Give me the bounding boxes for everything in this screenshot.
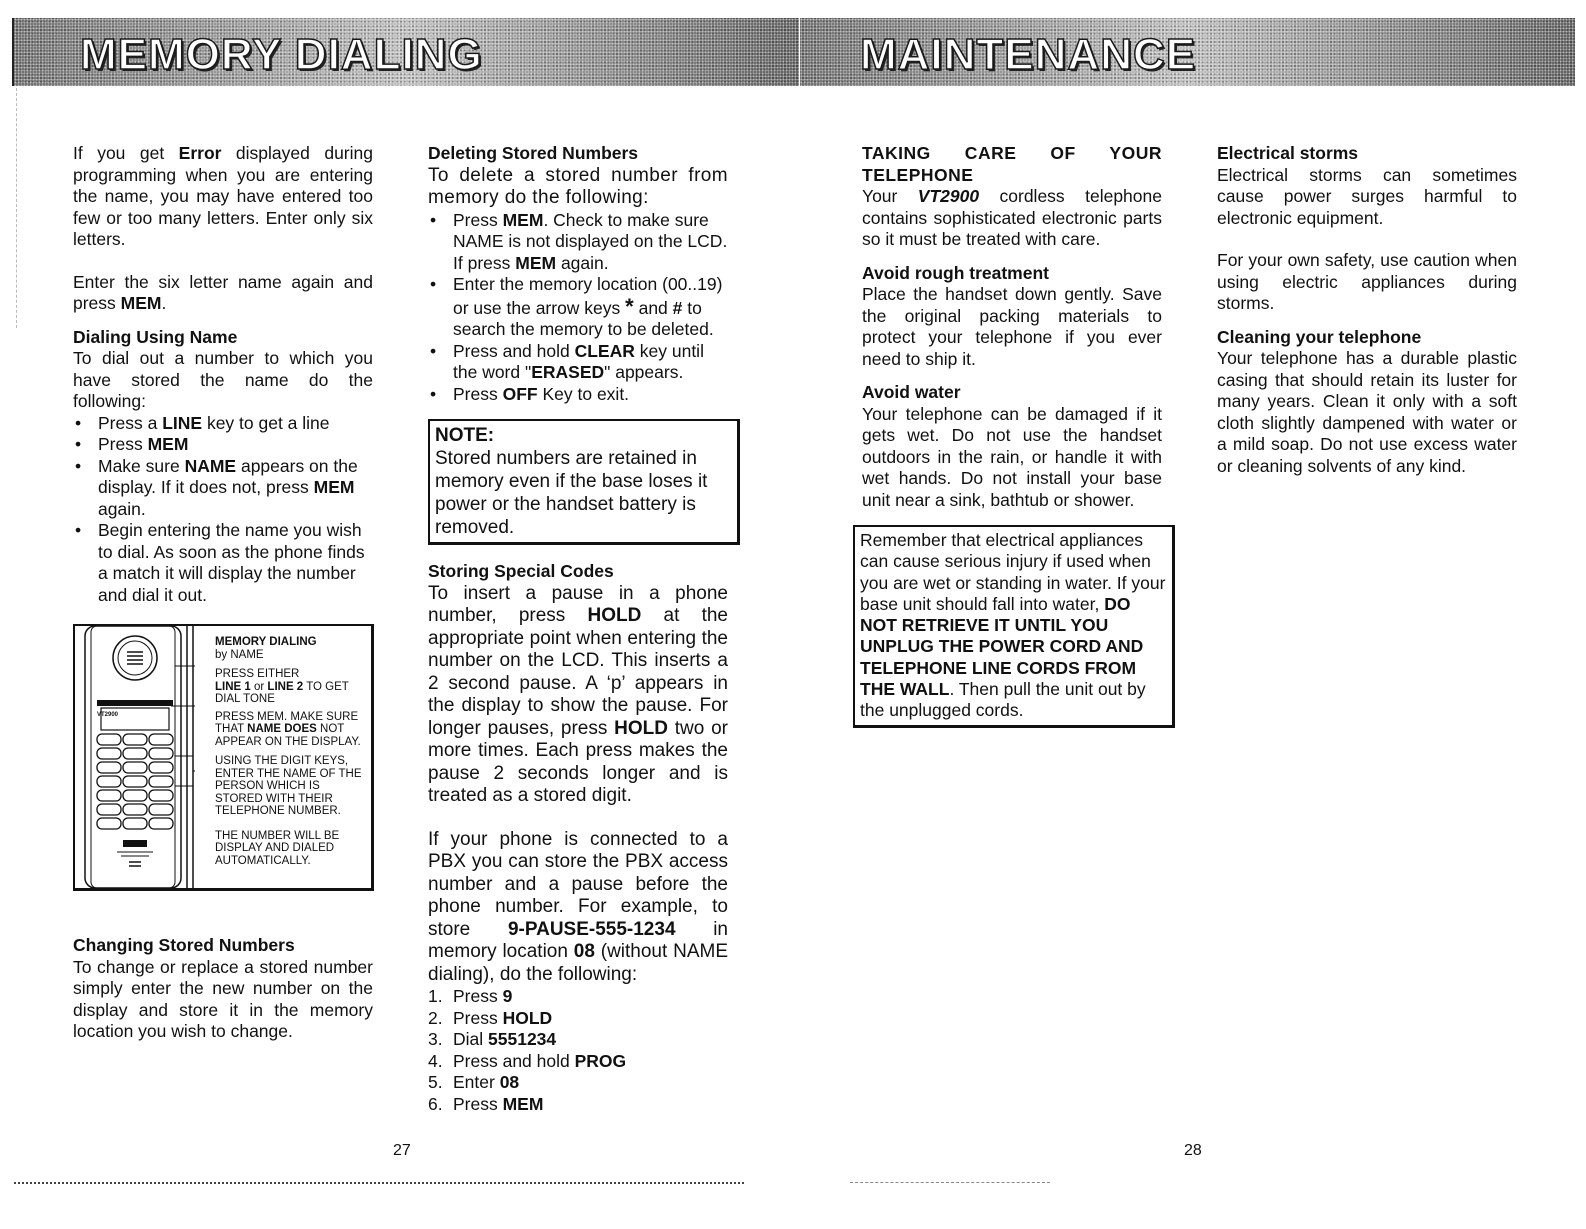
figure-step-1: PRESS EITHER LINE 1 or LINE 2 TO GET DIAL TONE xyxy=(215,668,349,705)
cleaning-text: Your telephone has a durable plastic casing that should retain its luster for many years. Clean it only with a soft cloth slightly dampened with water or a mild soap. Do not use excess water or cleaning solvents of any kind. xyxy=(1217,348,1517,476)
note-title: NOTE: xyxy=(435,425,495,446)
deleting-steps-list xyxy=(428,210,728,406)
list-item: • Enter the memory location (00..19) or use the arrow keys * and # to search the memory to be deleted. xyxy=(428,274,728,341)
list-item: 5. Enter 08 xyxy=(428,1072,520,1092)
note-box xyxy=(428,419,740,545)
page-number-left: 27 xyxy=(393,1142,411,1159)
list-item: • Make sure NAME appears on the display. If it does not, press MEM again. xyxy=(73,456,373,521)
special-codes-text: To insert a pause in a phone number, press HOLD at the appropriate point when entering the number on the LCD. This inserts a 2 second pause. A ‘p’ appears in the display to show the pause. For longer pauses, press HOLD two or more times. Each press makes the pause 2 seconds longer and is treated as a stored digit. xyxy=(428,582,728,806)
margin-line xyxy=(16,88,17,328)
list-item: • Press MEM. Check to make sure NAME is not displayed on the LCD. If press MEM again. xyxy=(428,210,728,275)
list-item: 6. Press MEM xyxy=(428,1093,544,1114)
list-item: • Press OFF Key to exit. xyxy=(428,384,728,406)
avoid-rough-treatment-heading: Avoid rough treatment xyxy=(862,262,1049,283)
figure-step-2: PRESS MEM. MAKE SURE THAT NAME DOES NOT APPEAR ON THE DISPLAY. xyxy=(215,710,361,748)
storing-special-codes-heading: Storing Special Codes xyxy=(428,561,614,581)
cordless-phone-illustration xyxy=(83,626,195,888)
section-title-maintenance: MAINTENANCE xyxy=(860,30,1197,79)
banner-maintenance xyxy=(800,18,1575,86)
deleting-stored-numbers-heading: Deleting Stored Numbers xyxy=(428,143,639,163)
footer-scan-line-left xyxy=(14,1182,744,1187)
warning-box: Remember that electrical appliances can cause serious injury if used when you are wet or standing in water. If your base unit should fall into water, DO NOT RETRIEVE IT UNTIL YOU UNPLUG THE POWER CORD AND TELEPHONE LINE CORDS FROM THE WALL. Then pull the unit out by the unplugged cords. xyxy=(853,525,1175,728)
rough-treatment-text: Place the handset down gently. Save the original packing materials to protect your telephone if you ever need to ship it. xyxy=(862,284,1162,369)
changing-stored-numbers-heading: Changing Stored Numbers xyxy=(73,935,295,955)
taking-care-text: Your VT2900 cordless telephone contains sophisticated electronic parts so it must be treated with care. xyxy=(862,186,1162,249)
list-item: 1. Press 9 xyxy=(428,986,513,1006)
section-title-memory-dialing: MEMORY DIALING xyxy=(80,30,483,79)
banner-memory-dialing xyxy=(12,18,799,86)
taking-care-heading: TAKING CARE OF YOUR TELEPHONE xyxy=(862,143,1162,185)
column-1 xyxy=(73,143,373,1043)
list-item: • Press a LINE key to get a line xyxy=(73,413,373,435)
column-4 xyxy=(1217,143,1517,477)
dialing-intro: To dial out a number to which you have stored the name do the following: xyxy=(73,348,373,411)
deleting-intro: To delete a stored number from memory do the following: xyxy=(428,164,728,208)
avoid-water-heading: Avoid water xyxy=(862,382,961,402)
electrical-storms-text: Electrical storms can sometimes cause power surges harmful to electronic equipment. xyxy=(1217,164,1517,228)
list-item: • Press MEM xyxy=(73,434,373,456)
pbx-steps-list xyxy=(428,986,728,1115)
list-item: • Begin entering the name you wish to dial. As soon as the phone finds a match it will display the number and dial it out. xyxy=(73,520,373,606)
list-item: • Press and hold CLEAR key until the word "ERASED" appears. xyxy=(428,341,728,384)
avoid-water-text: Your telephone can be damaged if it gets wet. Do not use the handset outdoors in the rain, or handle it with wet hands. Do not install your base unit near a sink, bathtub or shower. xyxy=(862,403,1162,510)
figure-subtitle: by NAME xyxy=(215,648,264,661)
dialing-steps-list xyxy=(73,413,373,607)
dialing-using-name-heading: Dialing Using Name xyxy=(73,326,238,347)
column-2 xyxy=(428,143,728,1115)
figure-title: MEMORY DIALING xyxy=(215,636,317,648)
safety-text: For your own safety, use caution when using electric appliances during storms. xyxy=(1217,250,1517,313)
footer-scan-line-right xyxy=(850,1182,1050,1186)
memory-dialing-figure xyxy=(73,624,374,891)
pbx-text: If your phone is connected to a PBX you can store the PBX access number and a pause before the phone number. For example, to store 9-PAUSE-555-1234 in memory location 08 (without NAME dialing), do the following: xyxy=(428,828,728,985)
note-text: Stored numbers are retained in memory even if the base loses it power or the handset battery is removed. xyxy=(435,448,708,538)
list-item: 2. Press HOLD xyxy=(428,1007,553,1028)
changing-text: To change or replace a stored number simply enter the new number on the display and store it in the memory location you wish to change. xyxy=(73,956,373,1041)
enter-name-paragraph: Enter the six letter name again and press MEM. xyxy=(73,271,373,313)
list-item: 4. Press and hold PROG xyxy=(428,1050,627,1071)
figure-instructions xyxy=(215,636,367,867)
column-3 xyxy=(860,143,1166,728)
page-number-right: 28 xyxy=(1184,1142,1202,1159)
cleaning-heading: Cleaning your telephone xyxy=(1217,326,1422,347)
figure-step-4: THE NUMBER WILL BE DISPLAY AND DIALED AUTOMATICALLY. xyxy=(215,829,340,867)
list-item: 3. Dial 5551234 xyxy=(428,1029,557,1049)
phone-model-badge: VT2900 xyxy=(97,712,119,718)
electrical-storms-heading: Electrical storms xyxy=(1217,143,1359,163)
error-paragraph: If you get Error displayed during programming when you are entering the name, you may have entered too few or too many letters. Enter only six letters. xyxy=(73,143,373,249)
figure-step-3: USING THE DIGIT KEYS, ENTER THE NAME OF THE PERSON WHICH IS STORED WITH THEIR TELEPHONE NUMBER. xyxy=(215,755,362,817)
